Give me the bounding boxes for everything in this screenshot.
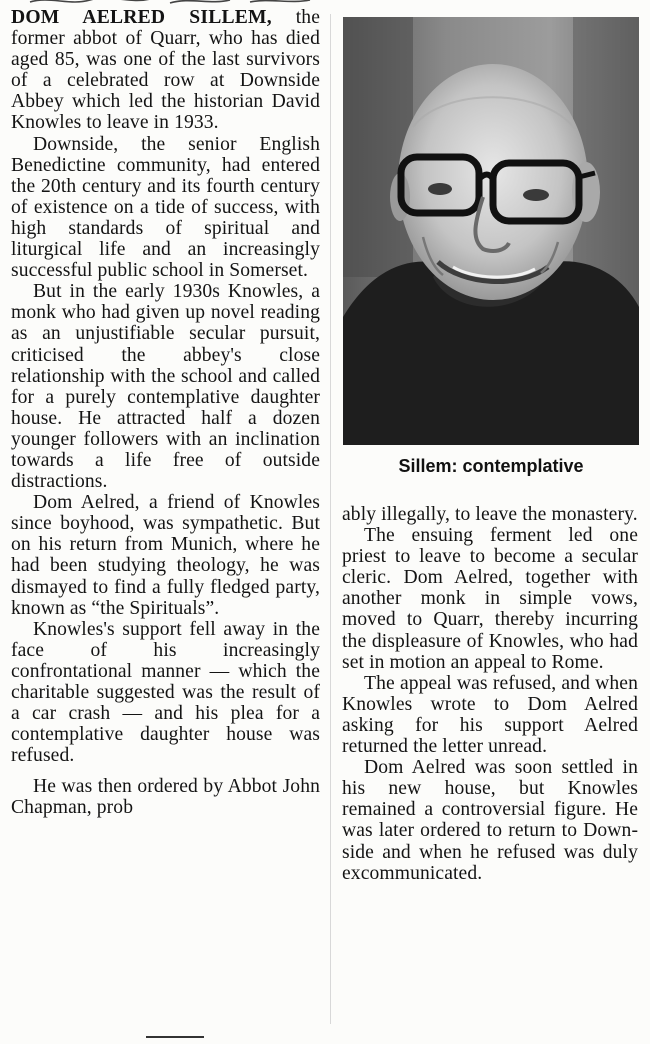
paragraph-text: the former abbot of Quarr, who has died aged 85, was one of the last survivors of a celebrated row at Downside Abbey which led the historian David Knowles to leave in 1933. <box>11 7 320 134</box>
article-paragraph-5: Knowles's support fell away in the face of his increasingly confrontational manner — which the charitable suggested was the result of a car crash — and his plea for a contemplative daughter house was refused. <box>11 618 320 767</box>
article-paragraph-2: Downside, the senior English Benedictine community, had entered the 20th century and its fourth century of existence on a tide of success, with high standards of spiritual and liturgical life and an increasingly successful public school in Somerset. <box>11 133 320 282</box>
article-paragraph-3: But in the early 1930s Knowles, a monk who had given up novel reading as an unjustifiable secular pursuit, criticised the abbey's close relationship with the school and called for a purely contemplative daughter house. He attracted half a dozen younger followers with an inclination towards a life free of outside distractions. <box>11 281 320 493</box>
article-left-column <box>11 7 320 819</box>
article-right-column <box>342 504 638 884</box>
article-paragraph-10: Dom Aelred was soon settled in his new house, but Knowles remained a controversial figure. He was later ordered to return to Downside and when he refused was duly excommunicated. <box>342 757 638 884</box>
portrait-image <box>343 17 639 445</box>
article-paragraph-9: The appeal was refused, and when Knowles wrote to Dom Aelred asking for his support Aelred returned the letter unread. <box>342 672 638 758</box>
article-paragraph-1 <box>11 7 320 134</box>
column-divider <box>330 14 331 1024</box>
portrait-photo <box>343 17 639 445</box>
end-rule <box>146 1036 204 1038</box>
photo-caption: Sillem: contemplative <box>398 456 584 476</box>
subject-name: DOM AELRED SILLEM, <box>11 7 272 28</box>
article-paragraph-8: The ensuing ferment led one priest to leave to become a secular cleric. Dom Aelred, together with another monk in simple vows, moved to Quarr, thereby incurring the displeasure of Knowles, who had set in motion an appeal to Rome. <box>342 525 638 673</box>
article-paragraph-6: He was then ordered by Abbot John Chapman, prob <box>11 776 320 819</box>
article-paragraph-4: Dom Aelred, a friend of Knowles since boyhood, was sympathetic. But on his return from Munich, where he had been studying theology, he was dismayed to find a fully fledged party, known as “the Spirituals”. <box>11 492 320 619</box>
article-paragraph-7: ably illegally, to leave the monastery. <box>342 504 638 525</box>
